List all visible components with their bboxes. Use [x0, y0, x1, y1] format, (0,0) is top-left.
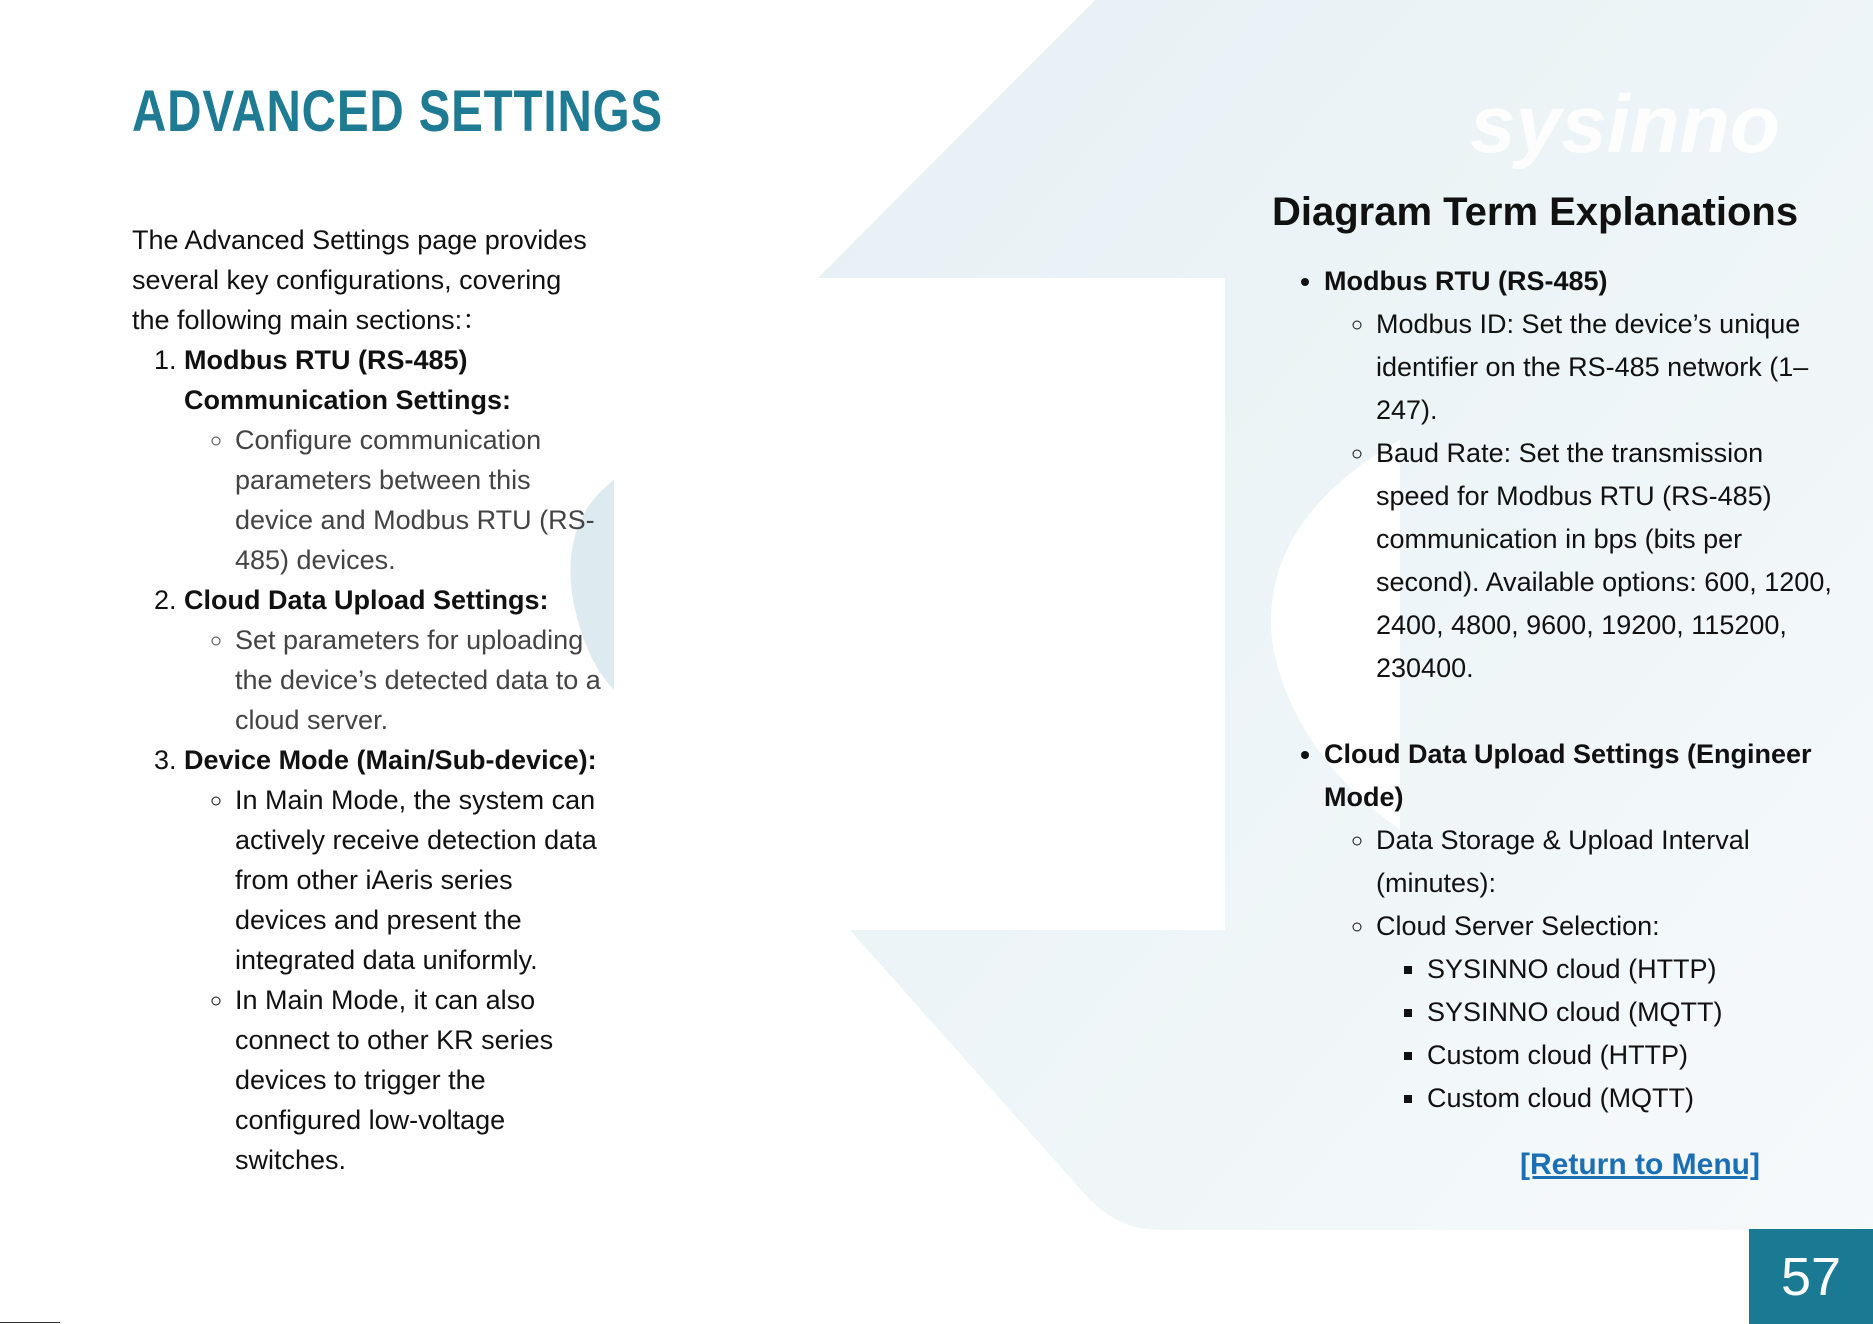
server-option: ▪ SYSINNO cloud (HTTP)	[1427, 948, 1832, 991]
section-detail: ◦ In Main Mode, it can also connect to other KR series devices to trigger the configured low-voltage switches.	[235, 980, 602, 1180]
section-item	[184, 740, 602, 1180]
right-column	[1272, 184, 1832, 1120]
server-option: ▪ Custom cloud (MQTT)	[1427, 1077, 1832, 1120]
left-column	[132, 220, 602, 1180]
term-group-label: Cloud Data Upload Settings (Engineer Mode)	[1324, 739, 1812, 812]
return-to-menu-link[interactable]: [Return to Menu]	[1520, 1148, 1760, 1181]
section-item	[184, 580, 602, 740]
term-group	[1324, 260, 1832, 690]
server-option: ▪ SYSINNO cloud (MQTT)	[1427, 991, 1832, 1034]
term-sublist	[1324, 303, 1832, 690]
page-number-badge	[1749, 1229, 1873, 1324]
term-item: ◦ Modbus ID: Set the device’s unique identifier on the RS-485 network (1–247).	[1376, 303, 1832, 432]
term-item: ◦ Data Storage & Upload Interval (minutes):	[1376, 819, 1832, 905]
section-item	[184, 340, 602, 580]
section-heading: Device Mode (Main/Sub-device):	[184, 745, 597, 775]
sections-list	[132, 340, 602, 1180]
term-group-label: Modbus RTU (RS-485)	[1324, 266, 1608, 296]
list-spacer	[1324, 690, 1832, 733]
section-heading: Cloud Data Upload Settings:	[184, 585, 549, 615]
section-detail: ◦ In Main Mode, the system can actively receive detection data from other iAeris series devices and present the integrated data uniformly.	[235, 780, 602, 980]
term-group	[1324, 733, 1832, 1120]
section-detail: ◦ Set parameters for uploading the device’s detected data to a cloud server.	[235, 620, 602, 740]
section-sublist	[184, 420, 602, 580]
page-title: ADVANCED SETTINGS	[132, 79, 663, 144]
section-sublist	[184, 780, 602, 1180]
footnote-divider	[0, 1322, 60, 1323]
server-options-list	[1376, 948, 1832, 1120]
section-sublist	[184, 620, 602, 740]
term-sublist	[1324, 819, 1832, 1120]
section-heading: Modbus RTU (RS-485) Communication Settings:	[184, 345, 512, 415]
intro-text: The Advanced Settings page provides several key configurations, covering the following main sections:：	[132, 225, 587, 335]
watermark-logo-text: sysinno	[1470, 79, 1780, 170]
server-option: ▪ Custom cloud (HTTP)	[1427, 1034, 1832, 1077]
term-item	[1376, 905, 1832, 1120]
diagram-terms-list	[1272, 260, 1832, 1120]
page-number: 57	[1780, 1246, 1842, 1307]
term-item: ◦ Baud Rate: Set the transmission speed for Modbus RTU (RS-485) communication in bps (bits per second). Available options: 600, 1200, 2400, 4800, 9600, 19200, 115200, 230400.	[1376, 432, 1832, 690]
term-item-label: Cloud Server Selection:	[1376, 911, 1660, 941]
section-detail: ◦ Configure communication parameters between this device and Modbus RTU (RS-485) devices.	[235, 420, 602, 580]
diagram-heading: Diagram Term Explanations	[1272, 190, 1799, 234]
